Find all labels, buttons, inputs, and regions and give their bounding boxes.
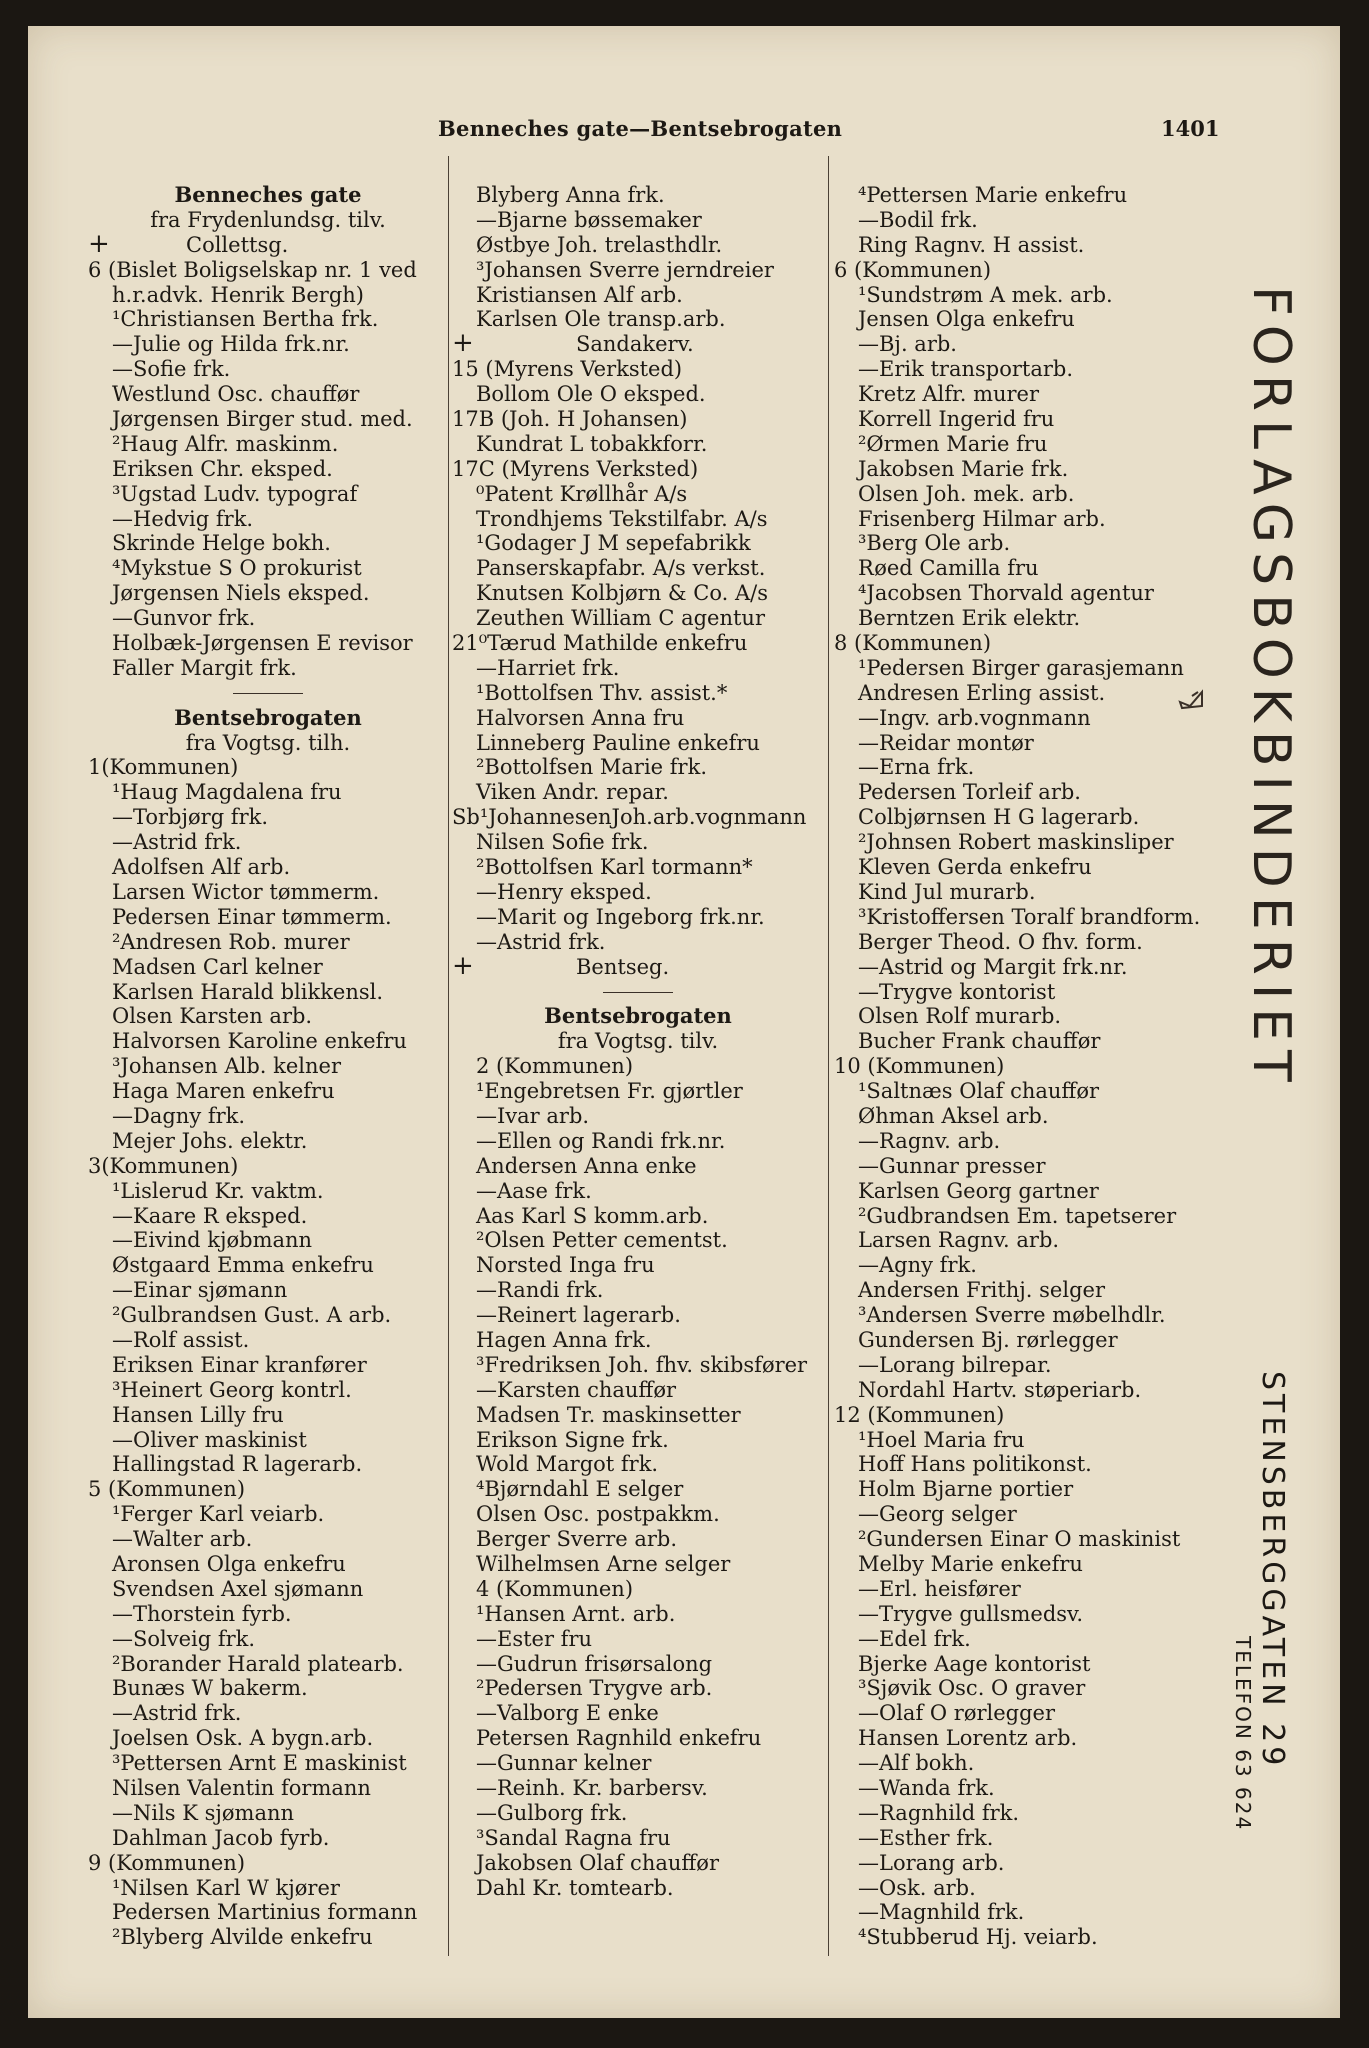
directory-entry: ²Borander Harald platearb. bbox=[112, 1651, 404, 1676]
directory-entry: ²Ørmen Marie fru bbox=[858, 431, 1048, 456]
directory-entry: Karlsen Harald blikkensl. bbox=[112, 979, 384, 1004]
directory-entry: Melby Marie enkefru bbox=[858, 1551, 1083, 1576]
directory-entry: —Reinh. Kr. barbersv. bbox=[476, 1776, 708, 1800]
advert-street: STENSBERGGATEN 29 bbox=[1255, 1371, 1290, 1770]
directory-entry: —Gunnar presser bbox=[858, 1153, 1046, 1178]
directory-entry: —Astrid frk. bbox=[112, 1701, 242, 1726]
directory-entry: Nordahl Hartv. støperiarb. bbox=[858, 1377, 1142, 1402]
directory-entry: fra Frydenlundsg. tilv. bbox=[150, 207, 386, 232]
directory-entry: ³Fredriksen Joh. fhv. skibsfører bbox=[476, 1352, 808, 1377]
directory-entry: fra Vogtsg. tilh. bbox=[185, 730, 351, 755]
directory-entry: 5 (Kommunen) bbox=[88, 1477, 246, 1502]
directory-entry: —Georg selger bbox=[858, 1502, 1017, 1527]
directory-entry: ¹Engebretsen Fr. gjørtler bbox=[476, 1079, 743, 1104]
directory-entry: 6 (Bislet Boligselskap nr. 1 ved bbox=[88, 257, 417, 282]
directory-entry: Zeuthen William C agentur bbox=[476, 606, 765, 631]
directory-entry: 15 (Myrens Verksted) bbox=[452, 357, 683, 382]
directory-entry: —Gudrun frisørsalong bbox=[476, 1651, 713, 1676]
directory-entry: 3(Kommunen) bbox=[88, 1153, 239, 1178]
directory-entry: —Sofie frk. bbox=[112, 357, 231, 382]
street-heading: Benneches gate bbox=[174, 183, 362, 207]
directory-entry: ³Heinert Georg kontrl. bbox=[112, 1377, 352, 1402]
directory-entry: Dahl Kr. tomtearb. bbox=[476, 1875, 674, 1900]
directory-entry: Halvorsen Karoline enkefru bbox=[112, 1029, 407, 1054]
directory-entry: —Randi frk. bbox=[476, 1278, 604, 1303]
directory-entry: Østgaard Emma enkefru bbox=[112, 1253, 374, 1278]
directory-entry: Joelsen Osk. A bygn.arb. bbox=[112, 1726, 374, 1751]
directory-entry: Røed Camilla fru bbox=[858, 556, 1039, 581]
directory-entry: Wilhelmsen Arne selger bbox=[476, 1551, 731, 1576]
directory-entry: Kristiansen Alf arb. bbox=[476, 282, 683, 307]
directory-entry: —Bodil frk. bbox=[858, 207, 978, 232]
directory-entry: Berntzen Erik elektr. bbox=[858, 606, 1081, 631]
section-divider bbox=[88, 681, 448, 706]
crossing-street: Collettsg. bbox=[186, 232, 289, 257]
directory-entry: ⁴Stubberud Hj. veiarb. bbox=[858, 1925, 1098, 1950]
directory-entry: Ring Ragnv. H assist. bbox=[858, 232, 1085, 257]
directory-entry: Eriksen Chr. eksped. bbox=[112, 456, 333, 481]
directory-entry: ³Sjøvik Osc. O graver bbox=[858, 1676, 1086, 1701]
directory-entry: 10 (Kommunen) bbox=[834, 1054, 1005, 1079]
directory-entry: 12 (Kommunen) bbox=[834, 1402, 1005, 1427]
directory-entry: —Bjarne bøssemaker bbox=[476, 207, 702, 232]
directory-entry: —Erl. heisfører bbox=[858, 1576, 1021, 1601]
directory-entry: Westlund Osc. chauffør bbox=[112, 382, 360, 407]
directory-entry: —Gulborg frk. bbox=[476, 1800, 628, 1825]
directory-entry: Holbæk-Jørgensen E revisor bbox=[112, 631, 413, 656]
directory-entry: Bucher Frank chauffør bbox=[858, 1029, 1101, 1054]
directory-entry: ²Bottolfsen Karl tormann* bbox=[476, 855, 753, 880]
directory-entry: Olsen Rolf murarb. bbox=[858, 1004, 1062, 1029]
directory-entry: —Dagny frk. bbox=[112, 1103, 246, 1128]
directory-entry: ²Olsen Petter cementst. bbox=[476, 1228, 728, 1253]
directory-entry: ²Gulbrandsen Gust. A arb. bbox=[112, 1303, 392, 1328]
directory-entry: Aronsen Olga enkefru bbox=[112, 1551, 346, 1576]
directory-entry: Olsen Karsten arb. bbox=[112, 1004, 313, 1029]
directory-entry: —Astrid frk. bbox=[476, 929, 606, 954]
directory-entry: Panserskapfabr. A/s verkst. bbox=[476, 556, 766, 581]
directory-entry: 2 (Kommunen) bbox=[476, 1054, 634, 1079]
directory-entry: Jakobsen Marie frk. bbox=[858, 456, 1069, 481]
directory-entry: —Reidar montør bbox=[858, 730, 1034, 755]
directory-entry: —Edel frk. bbox=[858, 1626, 971, 1651]
page-title: Benneches gate—Bentsebrogaten bbox=[438, 116, 843, 141]
directory-entry: Pedersen Einar tømmerm. bbox=[112, 904, 392, 929]
directory-entry: Linneberg Pauline enkefru bbox=[476, 730, 760, 755]
directory-entry: ³Andersen Sverre møbelhdlr. bbox=[858, 1303, 1166, 1328]
directory-entry: —Erik transportarb. bbox=[858, 357, 1074, 382]
stamp-mark-icon bbox=[1178, 686, 1204, 710]
directory-entry: Faller Margit frk. bbox=[112, 655, 297, 680]
directory-entry: ⁴Bjørndahl E selger bbox=[476, 1477, 684, 1502]
directory-entry: Colbjørnsen H G lagerarb. bbox=[858, 805, 1140, 830]
directory-entry: Frisenberg Hilmar arb. bbox=[858, 506, 1106, 531]
directory-entry: Petersen Ragnhild enkefru bbox=[476, 1726, 762, 1751]
directory-entry: Mejer Johs. elektr. bbox=[112, 1128, 308, 1153]
directory-entry: Blyberg Anna frk. bbox=[476, 183, 665, 207]
directory-entry: Pedersen Torleif arb. bbox=[858, 780, 1081, 805]
directory-entry: ¹Christiansen Bertha frk. bbox=[112, 307, 379, 332]
directory-entry: —Julie og Hilda frk.nr. bbox=[112, 332, 350, 357]
directory-entry: Madsen Tr. maskinsetter bbox=[476, 1402, 741, 1427]
crossing-street: Sandakerv. bbox=[576, 332, 694, 357]
directory-entry: 4 (Kommunen) bbox=[476, 1576, 634, 1601]
directory-entry: Østbye Joh. trelasthdlr. bbox=[476, 232, 723, 257]
directory-entry: Nilsen Valentin formann bbox=[112, 1776, 371, 1800]
advert-phone: TELEFON 63 624 bbox=[1231, 1636, 1255, 1832]
directory-entry: Knutsen Kolbjørn & Co. A/s bbox=[476, 581, 768, 606]
directory-entry bbox=[452, 332, 824, 357]
directory-entry: ⁴Jacobsen Thorvald agentur bbox=[858, 581, 1154, 606]
directory-entry: 9 (Kommunen) bbox=[88, 1850, 246, 1875]
directory-entry: —Solveig frk. bbox=[112, 1626, 256, 1651]
directory-entry: Berger Sverre arb. bbox=[476, 1527, 678, 1552]
directory-entry: Olsen Osc. postpakkm. bbox=[476, 1502, 720, 1527]
directory-entry: ²Haug Alfr. maskinm. bbox=[112, 431, 339, 456]
directory-entry bbox=[88, 233, 448, 258]
directory-column-2 bbox=[452, 183, 824, 1900]
directory-entry: Pedersen Martinius formann bbox=[112, 1900, 418, 1925]
directory-entry: Karlsen Georg gartner bbox=[858, 1178, 1099, 1203]
directory-entry: —Trygve gullsmedsv. bbox=[858, 1601, 1084, 1626]
directory-entry: Kleven Gerda enkefru bbox=[858, 855, 1092, 880]
directory-entry: ⁴Pettersen Marie enkefru bbox=[858, 183, 1128, 207]
column-divider bbox=[448, 156, 449, 1956]
directory-entry: Haga Maren enkefru bbox=[112, 1079, 335, 1104]
directory-entry: Svendsen Axel sjømann bbox=[112, 1576, 364, 1601]
directory-entry: Øhman Aksel arb. bbox=[858, 1103, 1049, 1128]
directory-entry: ²Gudbrandsen Em. tapetserer bbox=[858, 1203, 1177, 1228]
page-number: 1401 bbox=[1161, 116, 1220, 141]
directory-entry: Madsen Carl kelner bbox=[112, 954, 323, 979]
directory-entry: —Torbjørg frk. bbox=[112, 805, 269, 830]
directory-entry: —Osk. arb. bbox=[858, 1875, 976, 1900]
directory-entry: Jørgensen Niels eksped. bbox=[112, 581, 370, 606]
directory-entry: Adolfsen Alf arb. bbox=[112, 855, 291, 880]
directory-entry: ¹Pedersen Birger garasjemann bbox=[858, 655, 1184, 680]
directory-entry: Viken Andr. repar. bbox=[476, 780, 669, 805]
directory-entry: —Agny frk. bbox=[858, 1253, 977, 1278]
directory-column-3 bbox=[834, 183, 1214, 1950]
directory-entry: Hoff Hans politikonst. bbox=[858, 1452, 1092, 1477]
directory-entry: —Harriet frk. bbox=[476, 655, 620, 680]
directory-entry: Jørgensen Birger stud. med. bbox=[112, 407, 413, 432]
column-divider bbox=[828, 156, 829, 1956]
directory-entry: Kretz Alfr. murer bbox=[858, 382, 1040, 407]
directory-entry: Hansen Lilly fru bbox=[112, 1402, 284, 1427]
directory-entry: h.r.advk. Henrik Bergh) bbox=[112, 282, 364, 307]
directory-entry: 1(Kommunen) bbox=[88, 755, 239, 780]
directory-entry: ¹Ferger Karl veiarb. bbox=[112, 1502, 325, 1527]
directory-entry: —Kaare R eksped. bbox=[112, 1203, 308, 1228]
crossing-mark-icon: + bbox=[452, 332, 474, 358]
directory-entry: —Reinert lagerarb. bbox=[476, 1303, 681, 1328]
directory-entry: —Ivar arb. bbox=[476, 1103, 590, 1128]
directory-entry: ³Johansen Sverre jerndreier bbox=[476, 257, 774, 282]
directory-entry: —Oliver maskinist bbox=[112, 1427, 307, 1452]
side-advert-address bbox=[1231, 1351, 1316, 1851]
directory-entry: ¹Hoel Maria fru bbox=[858, 1427, 1025, 1452]
directory-entry: Bjerke Aage kontorist bbox=[858, 1651, 1091, 1676]
directory-entry: Gundersen Bj. rørlegger bbox=[858, 1327, 1118, 1352]
directory-entry: 21⁰Tærud Mathilde enkefru bbox=[452, 631, 748, 656]
crossing-street: Bentseg. bbox=[576, 954, 670, 979]
directory-entry: Kind Jul murarb. bbox=[858, 879, 1036, 904]
directory-entry: ³Pettersen Arnt E maskinist bbox=[112, 1751, 407, 1776]
directory-entry: Erikson Signe frk. bbox=[476, 1427, 669, 1452]
directory-entry: ⁴Mykstue S O prokurist bbox=[112, 556, 362, 581]
directory-entry: 17C (Myrens Verksted) bbox=[452, 456, 699, 481]
section-divider bbox=[452, 980, 824, 1005]
directory-entry: Skrinde Helge bokh. bbox=[112, 531, 331, 556]
directory-entry: —Gunvor frk. bbox=[112, 606, 256, 631]
directory-entry: —Lorang arb. bbox=[858, 1850, 1005, 1875]
directory-entry: ²Blyberg Alvilde enkefru bbox=[112, 1925, 373, 1950]
directory-entry: Hansen Lorentz arb. bbox=[858, 1726, 1078, 1751]
directory-entry: Jensen Olga enkefru bbox=[858, 307, 1075, 332]
directory-entry: ³Sandal Ragna fru bbox=[476, 1825, 671, 1850]
street-heading: Bentsebrogaten bbox=[174, 705, 362, 730]
directory-entry: Andersen Anna enke bbox=[476, 1153, 697, 1178]
directory-entry: Kundrat L tobakkforr. bbox=[476, 431, 708, 456]
directory-entry: —Nils K sjømann bbox=[112, 1800, 295, 1825]
directory-entry: —Eivind kjøbmann bbox=[112, 1228, 313, 1253]
directory-entry: ¹Hansen Arnt. arb. bbox=[476, 1601, 676, 1626]
directory-entry: ²Bottolfsen Marie frk. bbox=[476, 755, 707, 780]
directory-entry: —Lorang bilrepar. bbox=[858, 1352, 1052, 1377]
directory-entry: Dahlman Jacob fyrb. bbox=[112, 1825, 330, 1850]
directory-entry: ¹Bottolfsen Thv. assist.* bbox=[476, 680, 728, 705]
crossing-mark-icon: + bbox=[452, 954, 474, 980]
directory-entry: —Alf bokh. bbox=[858, 1751, 975, 1776]
directory-entry: —Valborg E enke bbox=[476, 1701, 659, 1726]
directory-entry: ¹Godager J M sepefabrikk bbox=[476, 531, 751, 556]
directory-entry: Andresen Erling assist. bbox=[858, 680, 1106, 705]
directory-entry: ³Kristoffersen Toralf brandform. bbox=[858, 904, 1201, 929]
directory-entry: Trondhjems Tekstilfabr. A/s bbox=[476, 506, 768, 531]
directory-entry: ⁰Patent Krøllhår A/s bbox=[476, 481, 688, 506]
directory-entry: ¹Nilsen Karl W kjører bbox=[112, 1875, 340, 1900]
directory-entry: ¹Saltnæs Olaf chauffør bbox=[858, 1079, 1100, 1104]
directory-entry: Karlsen Ole transp.arb. bbox=[476, 307, 726, 332]
directory-entry: Wold Margot frk. bbox=[476, 1452, 659, 1477]
directory-entry: ¹Sundstrøm A mek. arb. bbox=[858, 282, 1113, 307]
side-advert bbox=[1236, 286, 1316, 1286]
directory-entry: Jakobsen Olaf chauffør bbox=[476, 1850, 719, 1875]
directory-entry: Olsen Joh. mek. arb. bbox=[858, 481, 1075, 506]
directory-entry: —Marit og Ingeborg frk.nr. bbox=[476, 904, 765, 929]
page-header bbox=[28, 116, 1340, 156]
directory-entry: Hallingstad R lagerarb. bbox=[112, 1452, 363, 1477]
directory-entry: ²Gundersen Einar O maskinist bbox=[858, 1527, 1181, 1552]
directory-entry: —Gunnar kelner bbox=[476, 1751, 652, 1776]
directory-entry: Halvorsen Anna fru bbox=[476, 705, 685, 730]
directory-entry: Bunæs W bakerm. bbox=[112, 1676, 308, 1701]
directory-entry: —Thorstein fyrb. bbox=[112, 1601, 292, 1626]
directory-entry: —Ellen og Randi frk.nr. bbox=[476, 1128, 726, 1153]
directory-entry: —Walter arb. bbox=[112, 1527, 253, 1552]
directory-entry: Larsen Ragnv. arb. bbox=[858, 1228, 1060, 1253]
directory-entry: —Ragnv. arb. bbox=[858, 1128, 1001, 1153]
directory-entry: ²Pedersen Trygve arb. bbox=[476, 1676, 713, 1701]
directory-entry: Hagen Anna frk. bbox=[476, 1327, 652, 1352]
directory-entry: —Henry eksped. bbox=[476, 879, 652, 904]
directory-entry: ¹Lislerud Kr. vaktm. bbox=[112, 1178, 324, 1203]
directory-entry: ³Johansen Alb. kelner bbox=[112, 1054, 341, 1079]
directory-page bbox=[28, 26, 1340, 2018]
directory-entry: —Astrid og Margit frk.nr. bbox=[858, 954, 1128, 979]
directory-entry: —Magnhild frk. bbox=[858, 1900, 1025, 1925]
directory-entry: —Karsten chauffør bbox=[476, 1377, 677, 1402]
directory-entry: Norsted Inga fru bbox=[476, 1253, 655, 1278]
directory-entry: —Wanda frk. bbox=[858, 1776, 995, 1800]
directory-entry: —Einar sjømann bbox=[112, 1278, 288, 1303]
directory-entry: Nilsen Sofie frk. bbox=[476, 830, 649, 855]
directory-entry: 8 (Kommunen) bbox=[834, 631, 992, 656]
directory-entry: ¹Haug Magdalena fru bbox=[112, 780, 342, 805]
directory-entry bbox=[452, 955, 824, 980]
directory-entry: —Bj. arb. bbox=[858, 332, 957, 357]
directory-entry: —Esther frk. bbox=[858, 1825, 994, 1850]
directory-entry: —Ester fru bbox=[476, 1626, 593, 1651]
directory-entry: ²Andresen Rob. murer bbox=[112, 929, 350, 954]
advert-company: FORLAGSBOKBINDERIET bbox=[1241, 286, 1301, 1091]
directory-entry: Eriksen Einar kranfører bbox=[112, 1352, 367, 1377]
directory-entry: —Erna frk. bbox=[858, 755, 975, 780]
directory-entry: —Ingv. arb.vognmann bbox=[858, 705, 1091, 730]
directory-entry: —Aase frk. bbox=[476, 1178, 592, 1203]
directory-entry: —Trygve kontorist bbox=[858, 979, 1056, 1004]
directory-entry: ³Berg Ole arb. bbox=[858, 531, 1011, 556]
directory-entry: —Rolf assist. bbox=[112, 1327, 250, 1352]
directory-entry: Andersen Frithj. selger bbox=[858, 1278, 1105, 1303]
directory-entry: Berger Theod. O fhv. form. bbox=[858, 929, 1143, 954]
street-heading: Bentsebrogaten bbox=[544, 1004, 732, 1029]
directory-entry: —Hedvig frk. bbox=[112, 506, 254, 531]
directory-column-1 bbox=[88, 183, 448, 1950]
directory-entry: ³Ugstad Ludv. typograf bbox=[112, 481, 358, 506]
directory-entry: 17B (Joh. H Johansen) bbox=[452, 407, 688, 432]
directory-entry: fra Vogtsg. tilv. bbox=[557, 1029, 719, 1054]
directory-entry: —Ragnhild frk. bbox=[858, 1800, 1020, 1825]
directory-entry: Korrell Ingerid fru bbox=[858, 407, 1055, 432]
directory-entry: Bollom Ole O eksped. bbox=[476, 382, 706, 407]
directory-entry: Holm Bjarne portier bbox=[858, 1477, 1074, 1502]
directory-entry: Larsen Wictor tømmerm. bbox=[112, 879, 380, 904]
directory-entry: —Olaf O rørlegger bbox=[858, 1701, 1056, 1726]
directory-entry: Sb¹JohannesenJoh.arb.vognmann bbox=[452, 805, 807, 830]
crossing-mark-icon: + bbox=[88, 232, 110, 258]
directory-entry: ²Johnsen Robert maskinsliper bbox=[858, 830, 1174, 855]
directory-entry: —Astrid frk. bbox=[112, 830, 242, 855]
directory-entry: Aas Karl S komm.arb. bbox=[476, 1203, 709, 1228]
directory-entry: 6 (Kommunen) bbox=[834, 257, 992, 282]
